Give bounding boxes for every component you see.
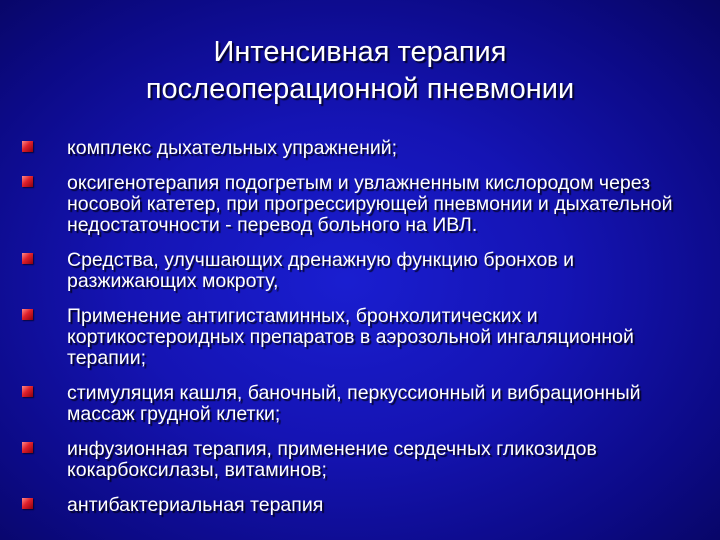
slide-title-line-2: послеоперационной пневмонии: [145, 73, 575, 105]
list-item-cough-stimulation: [22, 383, 702, 425]
list-item-aerosol-therapy: [22, 306, 702, 369]
bullet-text: Средства, улучшающих дренажную функцию бронхов и разжижающих мокроту,: [67, 249, 574, 292]
list-item-breathing-exercises: [22, 138, 702, 159]
red-square-bullet-icon: [22, 141, 33, 152]
bullet-text: стимуляция кашля, баночный, перкуссионный и вибрационный массаж грудной клетки;: [67, 382, 641, 425]
red-square-bullet-icon: [22, 498, 33, 509]
bullet-list: [22, 138, 702, 530]
bullet-text: Применение антигистаминных, бронхолитических и кортикостероидных препаратов в аэрозольной ингаляционной терапии;: [67, 305, 634, 369]
red-square-bullet-icon: [22, 386, 33, 397]
bullet-text: антибактериальная терапия: [67, 494, 324, 516]
red-square-bullet-icon: [22, 176, 33, 187]
slide-title: [0, 34, 720, 108]
bullet-text: комплекс дыхательных упражнений;: [67, 137, 398, 159]
list-item-antibacterial-therapy: [22, 495, 702, 516]
red-square-bullet-icon: [22, 253, 33, 264]
red-square-bullet-icon: [22, 309, 33, 320]
slide-title-line-1: Интенсивная терапия: [213, 36, 507, 68]
list-item-infusion-therapy: [22, 439, 702, 481]
red-square-bullet-icon: [22, 442, 33, 453]
list-item-drainage-agents: [22, 250, 702, 292]
bullet-text: инфузионная терапия, применение сердечных гликозидов кокарбоксилазы, витаминов;: [67, 438, 597, 481]
bullet-text: оксигенотерапия подогретым и увлажненным кислородом через носовой катетер, при прогрессирующей пневмонии и дыхательной недостаточности - перевод больного на ИВЛ.: [67, 172, 673, 236]
list-item-oxygen-therapy: [22, 173, 702, 236]
